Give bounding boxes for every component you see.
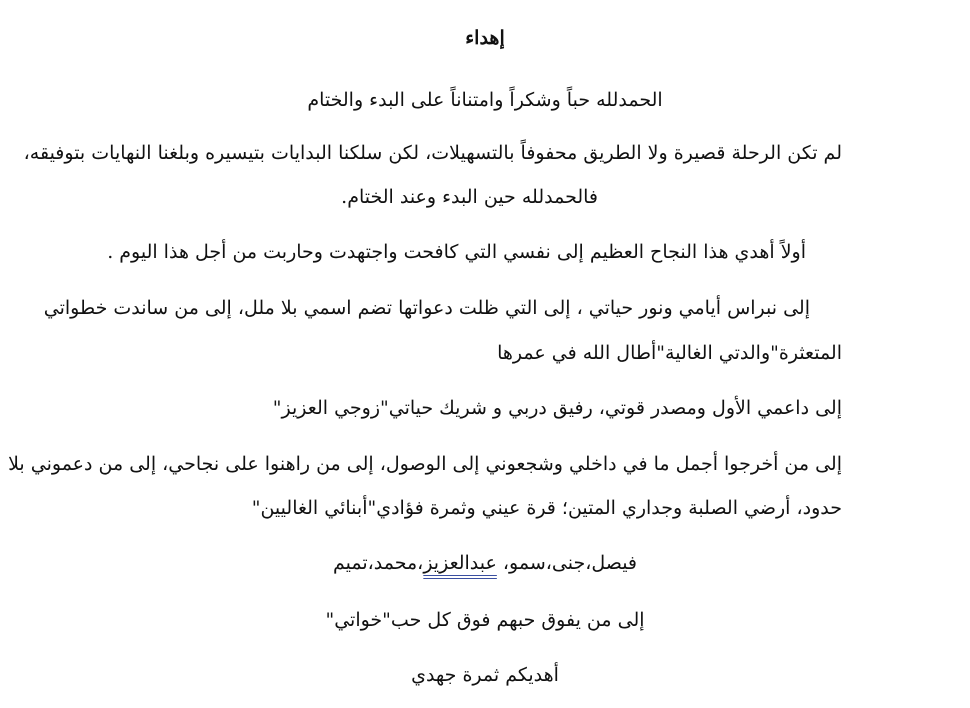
children-names-prefix: فيصل،جنى،سمو،: [496, 552, 638, 574]
paragraph-3-line-2: المتعثرة"والدتي الغالية"أطال الله في عمرها: [497, 342, 842, 364]
paragraph-4: إلى داعمي الأول ومصدر قوتي، رفيق دربي و شريك حياتي"زوجي العزيز": [272, 397, 842, 419]
children-names-suffix: ،محمد،تميم: [332, 552, 424, 574]
paragraph-2: أولاً أهدي هذا النجاح العظيم إلى نفسي التي كافحت واجتهدت وحاربت من أجل هذا اليوم .: [107, 241, 806, 263]
children-name-underlined: عبدالعزيز: [423, 552, 497, 574]
paragraph-6: إلى من يفوق حبهم فوق كل حب"خواتي": [325, 609, 645, 631]
children-names-line: [0, 551, 970, 575]
closing-line: أهديكم ثمرة جهدي: [411, 664, 559, 686]
paragraph-5-line-1: إلى من أخرجوا أجمل ما في داخلي وشجعوني إلى الوصول، إلى من راهنوا على نجاحي، إلى من دعموني بلا: [8, 453, 842, 475]
paragraph-1-line-1: لم تكن الرحلة قصيرة ولا الطريق محفوفاً بالتسهيلات، لكن سلكنا البدايات بتيسيره وبلغنا النهايات بتوفيقه،: [23, 142, 842, 164]
paragraph-5-line-2: حدود، أرضي الصلبة وجداري المتين؛ قرة عيني وثمرة فؤادي"أبنائي الغاليين": [251, 497, 842, 519]
paragraph-1-line-2: فالحمدلله حين البدء وعند الختام.: [341, 186, 598, 208]
page-title: إهداء: [465, 27, 505, 49]
hamd-line: الحمدلله حباً وشكراً وامتناناً على البدء والختام: [307, 89, 663, 111]
paragraph-3-line-1: إلى نبراس أيامي ونور حياتي ، إلى التي ظلت دعواتها تضم اسمي بلا ملل، إلى من ساندت خطواتي: [43, 297, 810, 319]
